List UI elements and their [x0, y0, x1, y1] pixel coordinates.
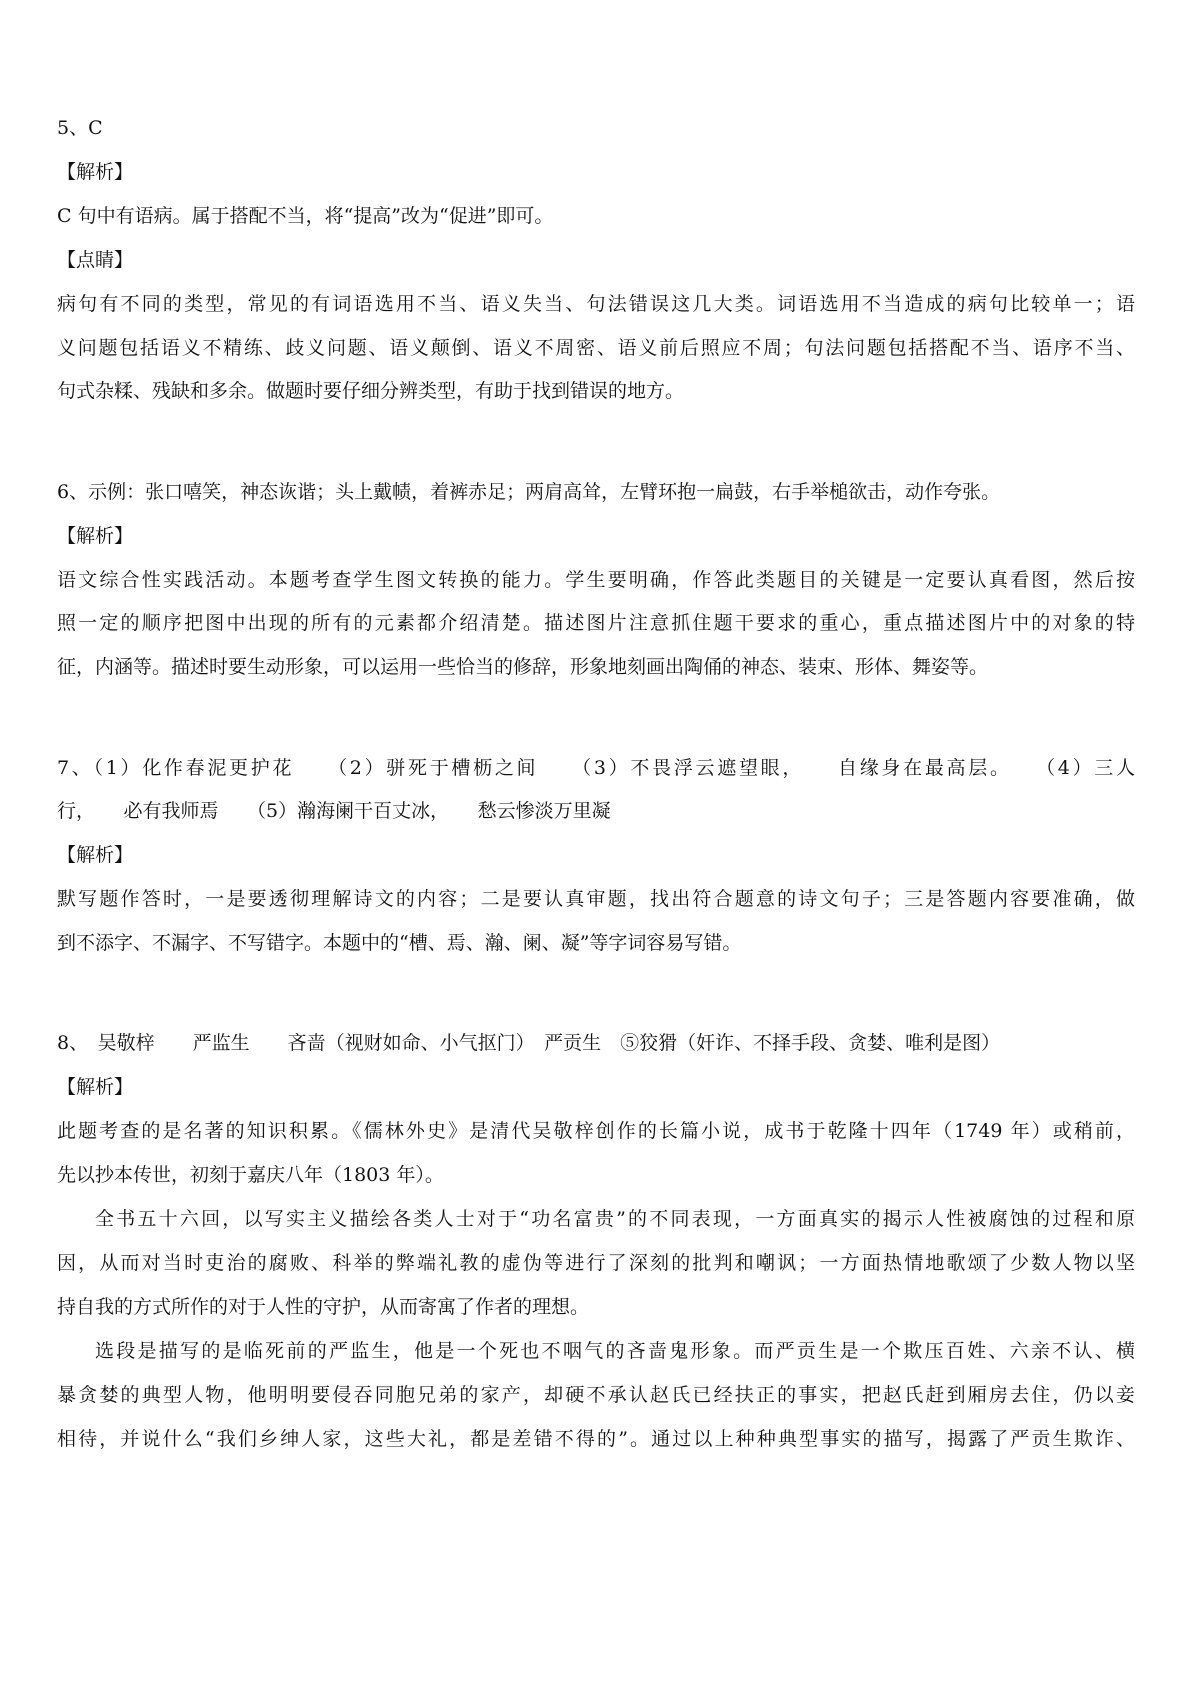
q6-analysis-tag: 【解析】	[57, 525, 134, 547]
q8-analysis-tag: 【解析】	[57, 1076, 134, 1098]
q5-comment-line: 病句有不同的类型，常见的有词语选用不当、语义失当、句法错误这几大类。词语选用不当造成的病句比较单一；语	[57, 293, 1135, 315]
q7-answer-line: 7、（1）化作春泥更护花 （2）骈死于槽枥之间 （3）不畏浮云遮望眼， 自缘身在最高层。 （4）三人	[57, 757, 1135, 779]
q7-analysis-tag: 【解析】	[57, 844, 134, 866]
q6-analysis-line: 照一定的顺序把图中出现的所有的元素都介绍清楚。描述图片注意抓住题干要求的重心，重点描述图片中的对象的特	[57, 612, 1135, 634]
q6-analysis-line: 语文综合性实践活动。本题考查学生图文转换的能力。学生要明确，作答此类题目的关键是一定要认真看图，然后按	[57, 569, 1135, 591]
q6-analysis-line: 征，内涵等。描述时要生动形象，可以运用一些恰当的修辞，形象地刻画出陶俑的神态、装束、形体、舞姿等。	[57, 656, 989, 678]
q5-answer: 5、C	[57, 117, 103, 139]
q8-paragraph-line: 持自我的方式所作的对于人性的守护，从而寄寓了作者的理想。	[57, 1296, 590, 1318]
q7-analysis-line: 默写题作答时，一是要透彻理解诗文的内容；二是要认真审题，找出符合题意的诗文句子；三是答题内容要准确，做	[57, 888, 1135, 910]
q8-paragraph-line: 选段是描写的是临死前的严监生，他是一个死也不咽气的吝啬鬼形象。而严贡生是一个欺压百姓、六亲不认、横	[95, 1340, 1135, 1362]
q8-paragraph-line: 因，从而对当时吏治的腐败、科举的弊端礼教的虚伪等进行了深刻的批判和嘲讽；一方面热情地歌颂了少数人物以坚	[57, 1252, 1135, 1274]
q5-comment-tag: 【点睛】	[57, 249, 134, 271]
q7-answer-line: 行， 必有我师焉 （5）瀚海阑干百丈冰， 愁云惨淡万里凝	[57, 800, 611, 822]
q6-answer: 6、示例：张口嘻笑，神态诙谐；头上戴帻，着裤赤足；两肩高耸，左臂环抱一扁鼓，右手举槌欲击，动作夸张。	[57, 481, 1001, 503]
q7-analysis-line: 到不添字、不漏字、不写错字。本题中的“槽、焉、瀚、阑、凝”等字词容易写错。	[57, 932, 742, 954]
q8-analysis-line: 先以抄本传世，初刻于嘉庆八年（1803 年）。	[57, 1164, 444, 1186]
q8-paragraph-line: 相待，并说什么“我们乡绅人家，这些大礼，都是差错不得的”。通过以上种种典型事实的描写，揭露了严贡生欺诈、	[57, 1428, 1135, 1450]
q8-answer: 8、 吴敬梓 严监生 吝啬（视财如命、小气抠门） 严贡生 ⑤狡猾（奸诈、不择手段、贪婪、唯利是图）	[57, 1032, 1001, 1054]
q5-analysis-text: C 句中有语病。属于搭配不当，将“提高”改为“促进”即可。	[57, 205, 554, 227]
q5-comment-line: 义问题包括语义不精练、歧义问题、语义颠倒、语义不周密、语义前后照应不周；句法问题包括搭配不当、语序不当、	[57, 337, 1135, 359]
q8-paragraph-line: 暴贪婪的典型人物，他明明要侵吞同胞兄弟的家产，却硬不承认赵氏已经扶正的事实，把赵氏赶到厢房去住，仍以妾	[57, 1384, 1135, 1406]
q8-analysis-line: 此题考查的是名著的知识积累。《儒林外史》是清代吴敬梓创作的长篇小说，成书于乾隆十四年（1749 年）或稍前，	[57, 1120, 1135, 1142]
q5-comment-line: 句式杂糅、残缺和多余。做题时要仔细分辨类型，有助于找到错误的地方。	[57, 380, 685, 402]
q5-analysis-tag: 【解析】	[57, 161, 134, 183]
q8-paragraph-line: 全书五十六回，以写实主义描绘各类人士对于“功名富贵”的不同表现，一方面真实的揭示人性被腐蚀的过程和原	[95, 1208, 1135, 1230]
